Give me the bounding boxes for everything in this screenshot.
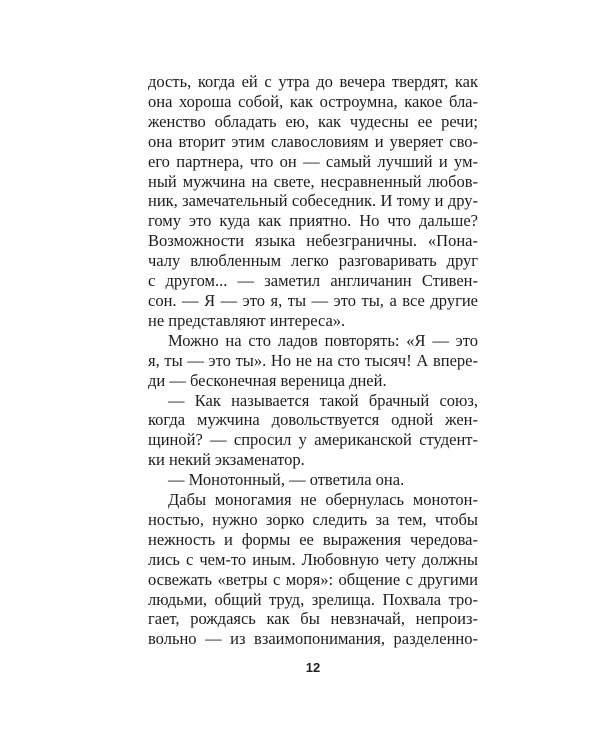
text-line: я, ты — это ты». Но не на сто тысяч! А впере-	[148, 350, 478, 370]
text-line: с другом... — заметил англичанин Стивен-	[148, 271, 478, 291]
text-line: Можно на сто ладов повторять: «Я — это	[168, 330, 478, 350]
dialogue-paragraph	[148, 391, 478, 471]
text-line: ник, замечательный собеседник. И тому и дру-	[148, 191, 478, 211]
text-line: ностью, нужно зорко следить за тем, чтобы	[148, 509, 478, 529]
page-number: 12	[305, 660, 321, 675]
text-line: вольно — из взаимопонимания, разделенно-	[148, 629, 478, 649]
text-line: она хороша собой, как остроумна, какое бла-	[148, 91, 478, 111]
text-line: — Монотонный, — ответила она.	[168, 470, 405, 490]
text-line: людьми, общий труд, зрелища. Похвала тро-	[148, 589, 478, 609]
text-line: гому это куда как приятно. Но что дальше?	[148, 211, 478, 231]
paragraph-continued	[148, 72, 478, 331]
dialogue-paragraph	[148, 470, 478, 490]
text-line: не представляют интереса».	[148, 310, 346, 330]
text-line: женство обладать ею, как чудесны ее речи;	[148, 111, 478, 131]
text-line: нежность и формы ее выражения чередова-	[148, 529, 478, 549]
text-line: сон. — Я — это я, ты — это ты, а все другие	[148, 290, 478, 310]
text-line: освежать «ветры с моря»: общение с другими	[148, 569, 478, 589]
text-line: его партнера, что он — самый лучший и ум-	[148, 151, 478, 171]
text-line: лись с чем-то иным. Любовную чету должны	[148, 549, 478, 569]
paragraph	[148, 331, 478, 391]
text-line: когда мужчина довольствуется одной жен-	[148, 410, 478, 430]
paragraph-continues	[148, 490, 478, 649]
text-line: — Как называется такой брачный союз,	[168, 390, 478, 410]
text-line: ди — бесконечная вереница дней.	[148, 370, 387, 390]
text-line: чалу влюбленным легко разговаривать друг	[148, 251, 478, 271]
text-line: она вторит этим славословиям и уверяет сво-	[148, 131, 478, 151]
text-line: ный мужчина на свете, несравненный любов-	[148, 171, 478, 191]
text-line: ки некий экзаменатор.	[148, 450, 305, 470]
text-line: Дабы моногамия не обернулась монотон-	[168, 490, 478, 510]
text-line: дость, когда ей с утра до вечера твердят, как	[148, 72, 478, 91]
text-line: щиной? — спросил у американской студент-	[148, 430, 478, 450]
body-text	[148, 72, 478, 649]
text-line: Возможности языка небезграничны. «Пона-	[148, 231, 478, 251]
text-line: гает, рождаясь как бы невзначай, непроиз-	[148, 609, 478, 629]
